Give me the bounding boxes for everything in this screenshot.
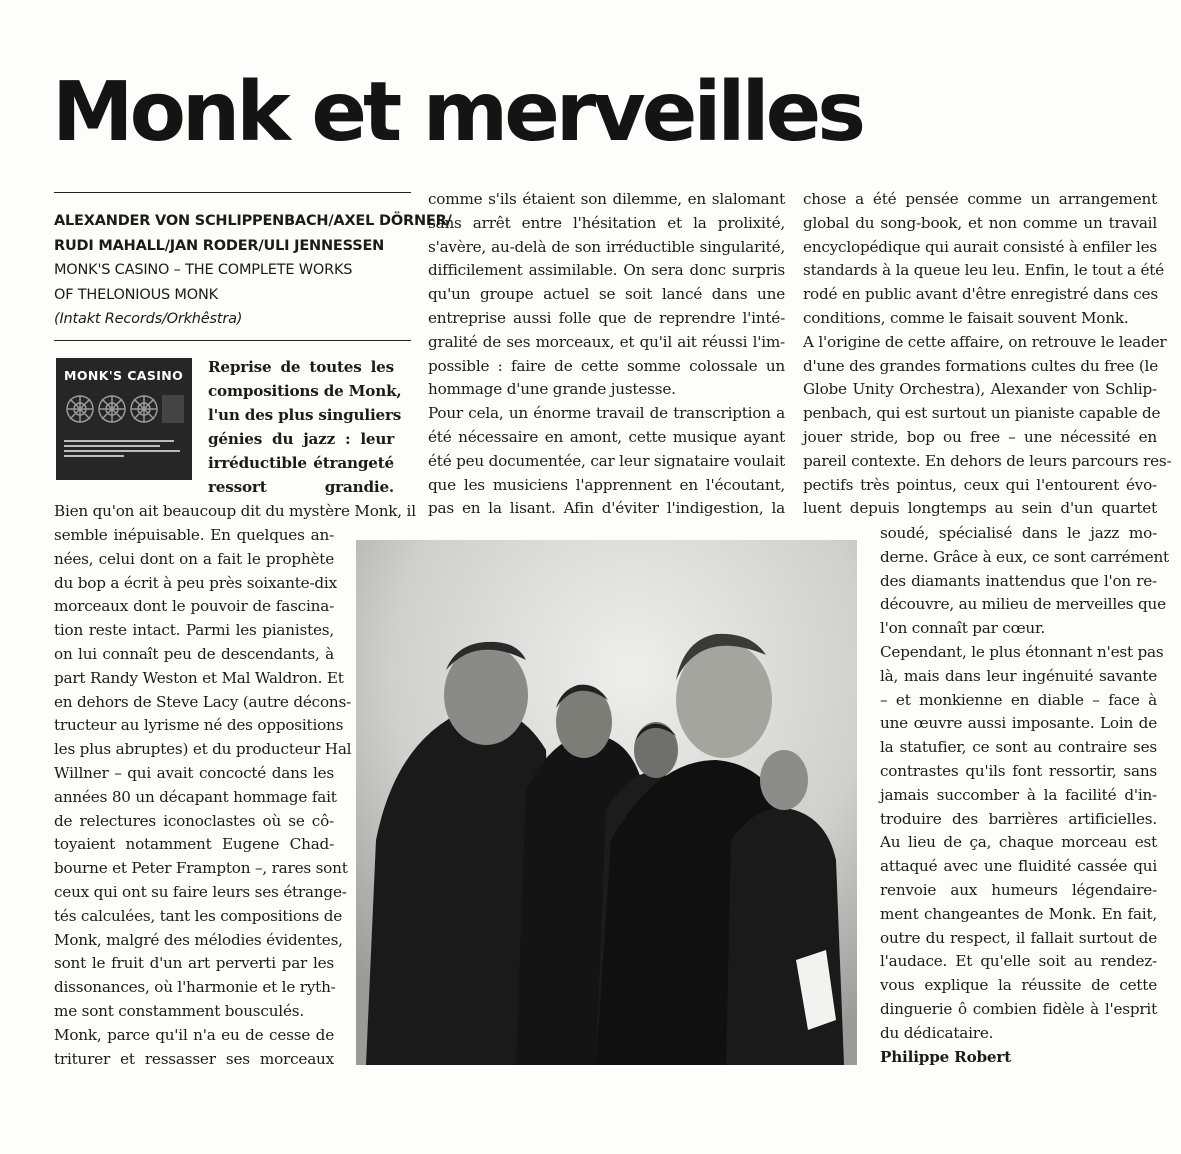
body-line: Willner – qui avait concocté dans les [54,763,334,782]
body-line: pareil contexte. En dehors de leurs parcours res- [803,451,1172,470]
credits-top-rule [54,192,411,193]
body-line: nées, celui dont on a fait le prophète [54,549,334,568]
body-line: que les musiciens l'apprennent en l'écoutant, [428,475,785,494]
body-line: possible : faire de cette somme colossale un [428,356,785,375]
body-line: A l'origine de cette affaire, on retrouve le leader [803,332,1167,351]
body-line: découvre, au milieu de merveilles que [880,595,1166,614]
article-lead [208,356,402,500]
body-line: renvoie aux humeurs légendaire- [880,880,1157,899]
body-line: global du song-book, et non comme un travail [803,213,1157,232]
body-line: là, mais dans leur ingénuité savante [880,666,1157,685]
body-line: sont le fruit d'un art perverti par les [54,954,334,973]
body-line: bourne et Peter Frampton –, rares sont [54,859,348,878]
body-line: tructeur au lyrisme né des oppositions [54,716,344,735]
body-line: toyaient notamment Eugene Chad- [54,835,334,854]
lead-line: compositions de Monk, [208,382,402,400]
lead-line: ressort grandie. [208,478,394,496]
body-line: des diamants inattendus que l'on re- [880,571,1157,590]
album-title-line: OF THELONIOUS MONK [54,286,218,303]
body-line: semble inépuisable. En quelques an- [54,526,334,544]
body-line: vous explique la réussite de cette [880,976,1157,995]
body-line: standards à la queue leu leu. Enfin, le tout a été [803,261,1164,280]
column-1-body [54,524,352,1071]
body-line: Bien qu'on ait beaucoup dit du mystère Monk, il [54,502,416,520]
body-line: Globe Unity Orchestra), Alexander von Schlip- [803,380,1157,399]
body-line: – et monkienne en diable – face à [880,690,1157,709]
body-line: morceaux dont le pouvoir de fascina- [54,597,334,616]
record-label: (Intakt Records/Orkhêstra) [54,311,243,327]
body-line: me sont constamment bousculés. [54,1001,304,1020]
body-line: tés calculées, tant les compositions de [54,906,343,925]
body-line: les plus abruptes) et du producteur Hal [54,740,352,759]
author-signature: Philippe Robert [880,1047,1012,1066]
body-line: part Randy Weston et Mal Waldron. Et [54,668,344,687]
body-line: jamais succomber à la facilité d'in- [880,785,1157,804]
body-line: difficilement assimilable. On sera donc surpris [428,261,785,280]
lead-line: irréductible étrangeté [208,454,394,472]
body-line: luent depuis longtemps au sein d'un quartet [803,499,1157,518]
body-line: de relectures iconoclastes où se cô- [54,811,334,830]
body-line: penbach, qui est surtout un pianiste capable de [803,404,1161,423]
body-line: chose a été pensée comme un arrangement [803,190,1157,208]
body-line: du bop a écrit à peu près soixante-dix [54,573,337,592]
column-3-upper [803,188,1172,521]
body-line: années 80 un décapant hommage fait [54,787,337,806]
body-line: ment changeantes de Monk. En fait, [880,904,1157,923]
article-title: Monk et merveilles [52,65,863,160]
lead-line: l'un des plus singuliers [208,406,402,424]
body-line: ceux qui ont su faire leurs ses étrange- [54,882,347,901]
body-line: été nécessaire en amont, cette musique ayant [428,427,785,446]
body-line: qu'un groupe actuel se soit lancé dans une [428,285,785,304]
body-line: hommage d'une grande justesse. [428,380,676,399]
body-line: comme s'ils étaient son dilemme, en slalomant [428,190,785,208]
body-line: entreprise aussi folle que de reprendre l'inté- [428,308,785,327]
body-line: une œuvre aussi imposante. Loin de [880,714,1157,733]
body-line: tion reste intact. Parmi les pianistes, [54,621,334,640]
lead-line: Reprise de toutes les [208,358,394,376]
body-line: triturer et ressasser ses morceaux [54,1049,334,1068]
body-line: Monk, malgré des mélodies évidentes, [54,930,343,949]
body-line: dinguerie ô combien fidèle à l'esprit [880,999,1157,1018]
body-line: dissonances, où l'harmonie et le ryth- [54,978,336,997]
body-line: d'une des grandes formations cultes du free (le [803,356,1158,375]
body-line: été peu documentée, car leur signataire voulait [428,451,785,470]
body-line: conditions, comme le faisait souvent Monk. [803,308,1129,327]
body-line: Au lieu de ça, chaque morceau est [880,833,1157,852]
body-line: Monk, parce qu'il n'a eu de cesse de [54,1025,334,1044]
body-line: rodé en public avant d'être enregistré dans ces [803,285,1158,304]
artist-line: ALEXANDER VON SCHLIPPENBACH/AXEL DÖRNER/ [54,213,452,229]
body-line: contrastes qu'ils font ressortir, sans [880,761,1157,780]
body-line: troduire des barrières artificielles. [880,809,1157,828]
album-credits [54,209,452,332]
body-line: on lui connaît peu de descendants, à [54,644,334,663]
credits-bottom-rule [54,340,411,341]
band-photo [356,540,857,1065]
body-line: derne. Grâce à eux, ce sont carrément [880,547,1169,566]
column-3-lower [880,522,1169,1069]
body-line: la statufier, ce sont au contraire ses [880,738,1157,757]
album-cover-title: MONK'S CASINO [64,368,184,383]
lead-line: génies du jazz : leur [208,430,394,448]
body-line: sans arrêt entre l'hésitation et la prolixité, [428,213,785,232]
body-line: outre du respect, il fallait surtout de [880,928,1157,947]
body-line: pas en la lisant. Afin d'éviter l'indigestion, la [428,499,785,518]
body-line: s'avère, au-delà de son irréductible singularité, [428,237,785,256]
album-cover-artwork [62,387,186,431]
body-line: encyclopédique qui aurait consisté à enfiler les [803,237,1157,256]
column-1-opening [54,500,416,524]
artist-line: RUDI MAHALL/JAN RODER/ULI JENNESSEN [54,237,385,254]
body-line: attaqué avec une fluidité cassée qui [880,857,1157,876]
album-title-line: MONK'S CASINO – THE COMPLETE WORKS [54,262,353,278]
body-line: pectifs très pointus, ceux qui l'entourent évo- [803,475,1157,494]
album-cover-image [56,358,192,480]
body-line: soudé, spécialisé dans le jazz mo- [880,524,1157,542]
album-cover-small-print [64,440,180,460]
body-line: gralité de ses morceaux, et qu'il ait réussi l'im- [428,332,785,351]
body-line: Pour cela, un énorme travail de transcription a [428,404,785,423]
body-line: l'on connaît par cœur. [880,619,1046,638]
column-2-body [428,188,785,521]
body-line: en dehors de Steve Lacy (autre décons- [54,692,352,711]
body-line: l'audace. Et qu'elle soit au rendez- [880,952,1157,971]
body-line: Cependant, le plus étonnant n'est pas [880,642,1164,661]
body-line: jouer stride, bop ou free – une nécessité en [803,427,1157,446]
body-line: du dédicataire. [880,1023,994,1042]
